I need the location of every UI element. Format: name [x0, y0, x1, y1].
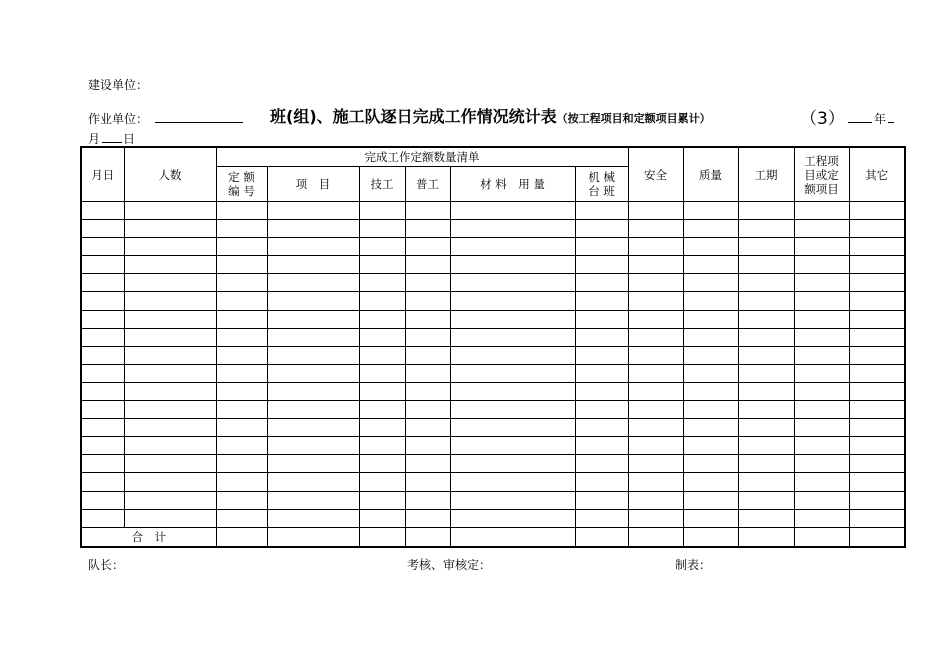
total-row [81, 527, 905, 547]
table-cell[interactable] [794, 419, 849, 437]
table-cell[interactable] [849, 274, 905, 292]
table-cell[interactable] [359, 202, 405, 220]
table-cell[interactable] [81, 509, 124, 527]
table-cell[interactable] [267, 364, 359, 382]
table-cell[interactable] [683, 256, 738, 274]
work-unit-label: 作业单位： [88, 112, 149, 126]
table-cell[interactable] [738, 328, 794, 346]
table-cell[interactable] [81, 401, 124, 419]
table-cell[interactable] [794, 238, 849, 256]
table-cell[interactable] [794, 473, 849, 491]
form-title: 班(组)、施工队逐日完成工作情况统计表 [270, 107, 557, 126]
table-cell[interactable] [794, 437, 849, 455]
table-cell[interactable] [81, 238, 124, 256]
table-cell[interactable] [575, 220, 628, 238]
col-general: 普工 [405, 167, 450, 202]
col-period: 工期 [738, 147, 794, 202]
table-cell[interactable] [124, 509, 216, 527]
table-cell[interactable] [81, 364, 124, 382]
table-cell[interactable] [405, 202, 450, 220]
table-cell[interactable] [628, 202, 683, 220]
table-cell[interactable] [575, 238, 628, 256]
table-cell[interactable] [683, 455, 738, 473]
col-quality: 质量 [683, 147, 738, 202]
table-cell[interactable] [683, 220, 738, 238]
table-cell[interactable] [216, 437, 267, 455]
work-unit-blank [155, 110, 243, 123]
table-cell[interactable] [738, 364, 794, 382]
table-cell[interactable] [628, 292, 683, 310]
table-cell[interactable] [738, 256, 794, 274]
table-cell[interactable] [628, 220, 683, 238]
table-cell[interactable] [849, 292, 905, 310]
table-cell[interactable] [849, 527, 905, 547]
table-cell[interactable] [849, 401, 905, 419]
table-cell[interactable] [628, 455, 683, 473]
table-cell[interactable] [450, 364, 575, 382]
table-cell[interactable] [81, 346, 124, 364]
table-cell[interactable] [738, 419, 794, 437]
table-cell[interactable] [849, 419, 905, 437]
table-cell[interactable] [124, 256, 216, 274]
table-cell[interactable] [216, 401, 267, 419]
table-cell[interactable] [738, 401, 794, 419]
table-cell[interactable] [575, 491, 628, 509]
table-cell[interactable] [794, 382, 849, 400]
table-cell[interactable] [267, 292, 359, 310]
table-cell[interactable] [216, 491, 267, 509]
table-cell[interactable] [216, 527, 267, 547]
table-cell[interactable] [405, 220, 450, 238]
table-cell[interactable] [450, 473, 575, 491]
table-row [81, 419, 905, 437]
table-cell[interactable] [359, 527, 405, 547]
table-cell[interactable] [575, 310, 628, 328]
table-cell[interactable] [738, 292, 794, 310]
table-cell[interactable] [575, 364, 628, 382]
col-item: 项 目 [267, 167, 359, 202]
table-cell[interactable] [124, 382, 216, 400]
col-material: 材 料 用 量 [450, 167, 575, 202]
table-cell[interactable] [628, 238, 683, 256]
table-cell[interactable] [359, 382, 405, 400]
table-cell[interactable] [267, 527, 359, 547]
table-cell[interactable] [216, 256, 267, 274]
day-blank [102, 130, 122, 143]
table-cell[interactable] [267, 256, 359, 274]
table-cell[interactable] [683, 364, 738, 382]
table-cell[interactable] [405, 437, 450, 455]
table-cell[interactable] [359, 328, 405, 346]
table-cell[interactable] [794, 346, 849, 364]
table-cell[interactable] [124, 220, 216, 238]
table-cell[interactable] [81, 202, 124, 220]
table-cell[interactable] [124, 292, 216, 310]
title-block [270, 104, 711, 127]
table-cell[interactable] [450, 328, 575, 346]
table-cell[interactable] [267, 491, 359, 509]
col-skilled: 技工 [359, 167, 405, 202]
table-cell[interactable] [794, 401, 849, 419]
form-sequence: （3） [800, 109, 845, 129]
table-cell[interactable] [359, 292, 405, 310]
year-label: 年 [874, 112, 887, 126]
table-cell[interactable] [359, 274, 405, 292]
table-row [81, 364, 905, 382]
statistics-table [80, 146, 906, 548]
table-cell[interactable] [628, 364, 683, 382]
table-cell[interactable] [849, 310, 905, 328]
table-row [81, 238, 905, 256]
table-cell[interactable] [849, 346, 905, 364]
table-cell[interactable] [359, 455, 405, 473]
table-cell[interactable] [405, 455, 450, 473]
table-cell[interactable] [628, 419, 683, 437]
table-row [81, 292, 905, 310]
table-row [81, 346, 905, 364]
table-cell[interactable] [267, 401, 359, 419]
col-people: 人数 [124, 147, 216, 202]
table-cell[interactable] [738, 220, 794, 238]
table-cell[interactable] [359, 346, 405, 364]
table-cell[interactable] [849, 220, 905, 238]
table-cell[interactable] [124, 202, 216, 220]
table-cell[interactable] [267, 509, 359, 527]
table-cell[interactable] [405, 473, 450, 491]
table-cell[interactable] [450, 527, 575, 547]
table-cell[interactable] [575, 455, 628, 473]
table-row [81, 274, 905, 292]
table-cell[interactable] [849, 437, 905, 455]
table-cell[interactable] [81, 256, 124, 274]
table-cell[interactable] [628, 491, 683, 509]
table-cell[interactable] [124, 238, 216, 256]
table-cell[interactable] [628, 401, 683, 419]
table-row [81, 220, 905, 238]
table-cell[interactable] [683, 292, 738, 310]
construction-unit-label: 建设单位： [88, 78, 149, 92]
table-cell[interactable] [216, 220, 267, 238]
table-cell[interactable] [683, 310, 738, 328]
table-cell[interactable] [794, 310, 849, 328]
table-cell[interactable] [81, 491, 124, 509]
table-cell[interactable] [450, 292, 575, 310]
table-cell[interactable] [683, 491, 738, 509]
table-cell[interactable] [849, 328, 905, 346]
table-cell[interactable] [216, 310, 267, 328]
table-row [81, 509, 905, 527]
table-cell[interactable] [683, 202, 738, 220]
table-cell[interactable] [628, 328, 683, 346]
table-cell[interactable] [628, 256, 683, 274]
table-row [81, 256, 905, 274]
prepared-label: 制表： [675, 558, 712, 572]
table-cell[interactable] [450, 455, 575, 473]
table-cell[interactable] [575, 437, 628, 455]
table-cell[interactable] [267, 419, 359, 437]
table-cell[interactable] [849, 491, 905, 509]
table-row [81, 437, 905, 455]
table-cell[interactable] [738, 473, 794, 491]
year-blank [848, 110, 872, 123]
table-cell[interactable] [267, 310, 359, 328]
table-cell[interactable] [124, 491, 216, 509]
table-cell[interactable] [81, 455, 124, 473]
col-other: 其它 [849, 147, 905, 202]
table-cell[interactable] [794, 527, 849, 547]
table-cell[interactable] [628, 274, 683, 292]
table-cell[interactable] [124, 328, 216, 346]
table-cell[interactable] [575, 419, 628, 437]
table-cell[interactable] [405, 419, 450, 437]
table-cell[interactable] [450, 419, 575, 437]
table-cell[interactable] [738, 310, 794, 328]
table-cell[interactable] [81, 473, 124, 491]
table-row [81, 473, 905, 491]
table-cell[interactable] [267, 202, 359, 220]
table-cell[interactable] [738, 238, 794, 256]
table-cell[interactable] [216, 292, 267, 310]
table-cell[interactable] [267, 238, 359, 256]
table-cell[interactable] [359, 310, 405, 328]
table-cell[interactable] [628, 527, 683, 547]
table-cell[interactable] [575, 473, 628, 491]
table-cell[interactable] [738, 202, 794, 220]
table-cell[interactable] [216, 328, 267, 346]
table-cell[interactable] [794, 256, 849, 274]
table-cell[interactable] [267, 455, 359, 473]
table-row [81, 491, 905, 509]
col-month-day: 月日 [81, 147, 124, 202]
table-cell[interactable] [81, 437, 124, 455]
table-cell[interactable] [124, 274, 216, 292]
table-cell[interactable] [359, 509, 405, 527]
table-cell[interactable] [81, 292, 124, 310]
table-cell[interactable] [359, 220, 405, 238]
table-cell[interactable] [450, 220, 575, 238]
table-cell[interactable] [216, 509, 267, 527]
month-label: 月 [88, 132, 101, 146]
table-cell[interactable] [359, 473, 405, 491]
table-cell[interactable] [628, 310, 683, 328]
table-cell[interactable] [267, 274, 359, 292]
table-cell[interactable] [124, 473, 216, 491]
table-cell[interactable] [359, 401, 405, 419]
table-cell[interactable] [81, 220, 124, 238]
table-cell[interactable] [794, 509, 849, 527]
table-cell[interactable] [849, 473, 905, 491]
table-cell[interactable] [359, 491, 405, 509]
table-cell[interactable] [575, 382, 628, 400]
table-cell[interactable] [575, 202, 628, 220]
table-row [81, 401, 905, 419]
table-cell[interactable] [450, 437, 575, 455]
table-cell[interactable] [683, 401, 738, 419]
table-cell[interactable] [405, 256, 450, 274]
group-quota-list: 完成工作定额数量清单 [216, 147, 628, 167]
table-cell[interactable] [628, 382, 683, 400]
table-cell[interactable] [738, 346, 794, 364]
total-label: 合 计 [81, 527, 216, 547]
month-blank-start [888, 110, 894, 123]
table-cell[interactable] [405, 238, 450, 256]
table-body [81, 147, 905, 547]
table-cell[interactable] [267, 346, 359, 364]
table-cell[interactable] [216, 364, 267, 382]
table-cell[interactable] [794, 364, 849, 382]
table-cell[interactable] [683, 473, 738, 491]
table-cell[interactable] [267, 220, 359, 238]
table-cell[interactable] [738, 274, 794, 292]
table-cell[interactable] [450, 310, 575, 328]
table-cell[interactable] [405, 527, 450, 547]
table-cell[interactable] [738, 437, 794, 455]
table-cell[interactable] [216, 455, 267, 473]
col-project: 工程项 目或定 额项目 [794, 147, 849, 202]
table-cell[interactable] [683, 328, 738, 346]
table-cell[interactable] [267, 328, 359, 346]
table-cell[interactable] [738, 527, 794, 547]
table-cell[interactable] [81, 274, 124, 292]
table-cell[interactable] [216, 346, 267, 364]
table-cell[interactable] [849, 509, 905, 527]
table-cell[interactable] [81, 382, 124, 400]
table-cell[interactable] [405, 328, 450, 346]
table-cell[interactable] [405, 292, 450, 310]
table-cell[interactable] [794, 491, 849, 509]
col-safety: 安全 [628, 147, 683, 202]
table-cell[interactable] [216, 274, 267, 292]
table-cell[interactable] [359, 256, 405, 274]
table-cell[interactable] [359, 238, 405, 256]
table-cell[interactable] [738, 455, 794, 473]
table-cell[interactable] [450, 274, 575, 292]
table-cell[interactable] [359, 364, 405, 382]
col-machine: 机 械 台 班 [575, 167, 628, 202]
col-quota-no: 定 额 编 号 [216, 167, 267, 202]
table-cell[interactable] [794, 328, 849, 346]
table-cell[interactable] [124, 346, 216, 364]
table-cell[interactable] [738, 382, 794, 400]
table-cell[interactable] [683, 346, 738, 364]
leader-label: 队长： [88, 558, 125, 572]
table-cell[interactable] [628, 473, 683, 491]
table-cell[interactable] [849, 382, 905, 400]
table-cell[interactable] [450, 401, 575, 419]
table-cell[interactable] [405, 509, 450, 527]
table-cell[interactable] [124, 310, 216, 328]
table-cell[interactable] [683, 419, 738, 437]
table-cell[interactable] [738, 491, 794, 509]
table-row [81, 202, 905, 220]
table-cell[interactable] [849, 202, 905, 220]
table-cell[interactable] [575, 328, 628, 346]
table-cell[interactable] [575, 509, 628, 527]
table-cell[interactable] [794, 202, 849, 220]
table-cell[interactable] [216, 382, 267, 400]
table-cell[interactable] [405, 382, 450, 400]
table-cell[interactable] [267, 382, 359, 400]
table-row [81, 310, 905, 328]
table-cell[interactable] [450, 256, 575, 274]
table-cell[interactable] [81, 328, 124, 346]
table-cell[interactable] [628, 437, 683, 455]
table-cell[interactable] [628, 509, 683, 527]
header-row-1 [81, 147, 905, 167]
table-cell[interactable] [124, 364, 216, 382]
table-cell[interactable] [405, 364, 450, 382]
table-cell[interactable] [683, 238, 738, 256]
table-cell[interactable] [683, 527, 738, 547]
table-cell[interactable] [405, 274, 450, 292]
table-row [81, 455, 905, 473]
table-cell[interactable] [683, 274, 738, 292]
table-cell[interactable] [81, 419, 124, 437]
table-cell[interactable] [81, 310, 124, 328]
table-cell[interactable] [405, 401, 450, 419]
form-title-note: （按工程项目和定额项目累计） [556, 112, 711, 125]
table-cell[interactable] [794, 220, 849, 238]
table-cell[interactable] [267, 473, 359, 491]
review-label: 考核、审核定： [407, 558, 492, 572]
table-cell[interactable] [628, 346, 683, 364]
table-cell[interactable] [405, 310, 450, 328]
table-cell[interactable] [575, 292, 628, 310]
table-cell[interactable] [575, 401, 628, 419]
table-cell[interactable] [683, 437, 738, 455]
table-cell[interactable] [405, 346, 450, 364]
table-cell[interactable] [849, 455, 905, 473]
table-cell[interactable] [794, 292, 849, 310]
table-cell[interactable] [359, 437, 405, 455]
table-cell[interactable] [450, 382, 575, 400]
table-cell[interactable] [124, 419, 216, 437]
table-row [81, 382, 905, 400]
table-cell[interactable] [794, 455, 849, 473]
table-cell[interactable] [359, 419, 405, 437]
table-cell[interactable] [124, 455, 216, 473]
table-cell[interactable] [216, 419, 267, 437]
table-cell[interactable] [575, 274, 628, 292]
table-cell[interactable] [216, 202, 267, 220]
table-cell[interactable] [683, 509, 738, 527]
table-cell[interactable] [450, 238, 575, 256]
table-cell[interactable] [575, 346, 628, 364]
table-cell[interactable] [575, 256, 628, 274]
table-cell[interactable] [849, 364, 905, 382]
table-cell[interactable] [216, 238, 267, 256]
table-cell[interactable] [849, 256, 905, 274]
table-cell[interactable] [216, 473, 267, 491]
table-cell[interactable] [405, 491, 450, 509]
table-cell[interactable] [450, 509, 575, 527]
day-label: 日 [123, 132, 136, 146]
table-cell[interactable] [124, 401, 216, 419]
table-cell[interactable] [794, 274, 849, 292]
table-cell[interactable] [450, 491, 575, 509]
table-cell[interactable] [683, 382, 738, 400]
table-cell[interactable] [738, 509, 794, 527]
table-cell[interactable] [267, 437, 359, 455]
table-cell[interactable] [450, 346, 575, 364]
table-cell[interactable] [849, 238, 905, 256]
table-cell[interactable] [450, 202, 575, 220]
table-cell[interactable] [575, 527, 628, 547]
table-row [81, 328, 905, 346]
table-cell[interactable] [124, 437, 216, 455]
